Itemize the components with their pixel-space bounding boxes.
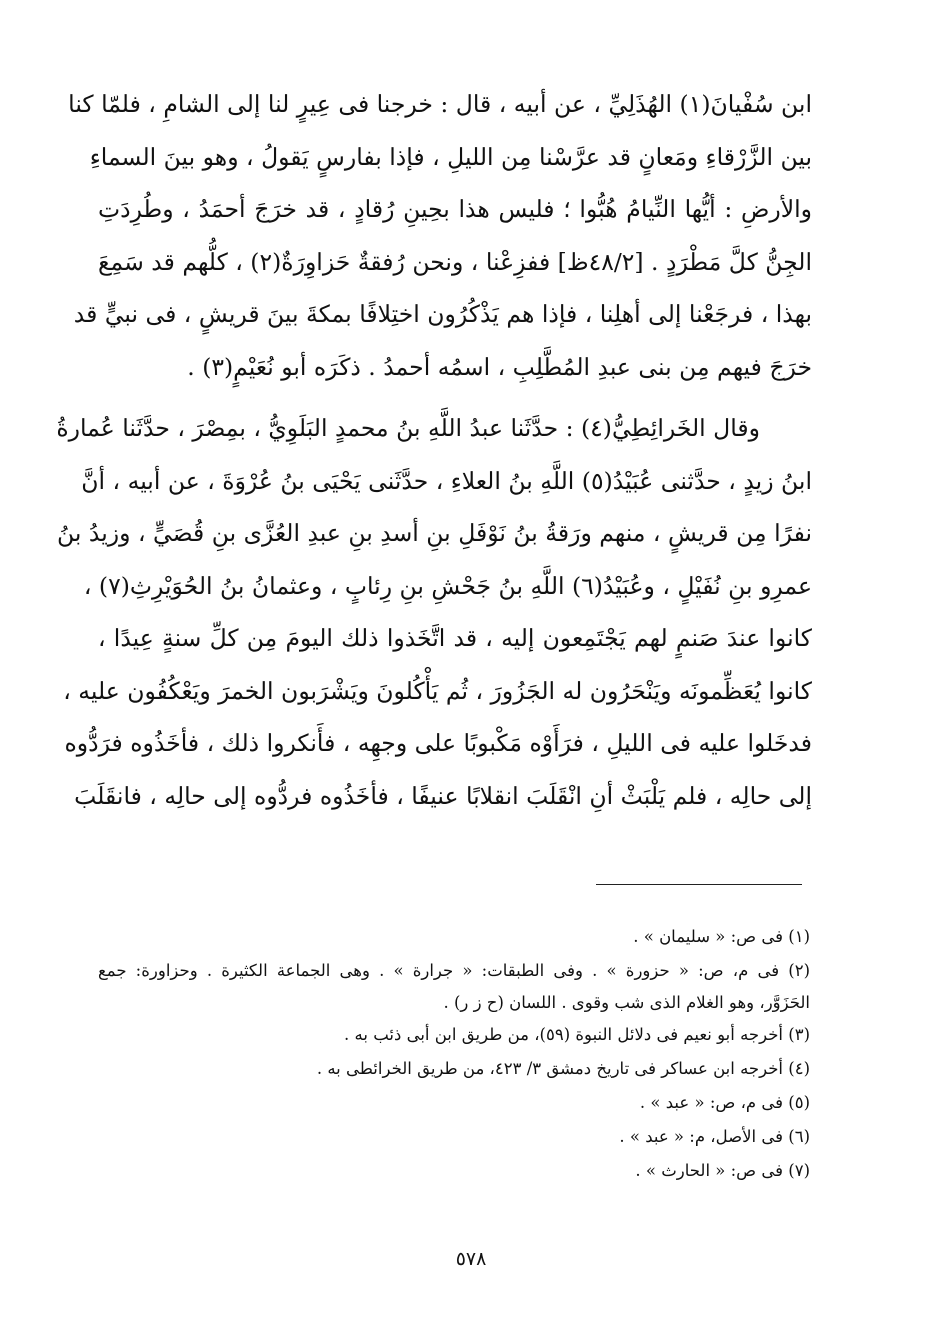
text-line: خرَجَ فيهم مِن بنى عبدِ المُطَّلِبِ ، اسمُه أحمدُ . ذكَرَه أبو نُعَيْمٍ(٣) . [187,352,812,381]
text-line: ابن سُفْيانَ(١) الهُذَلِيِّ ، عن أبيه ، قال : خرجنا فى عِيرٍ لنا إلى الشامِ ، فلمّا كنا [68,90,812,118]
text-line: والأرضِ : أيُّها النِّيامُ هُبُّوا ؛ فليس هذا بحِينِ رُقادٍ ، قد خرَجَ أحمَدُ ، وطُرِدَتِ [98,195,812,223]
page-number: ٥٧٨ [455,1248,487,1270]
footnote-2: (٢) فى م، ص: « حزورة » . وفى الطبقات: « جرارة » . وهى الجماعة الكثيرة . وحزاورة: جمع [98,961,810,980]
text-line: بهذا ، فرجَعْنا إلى أهلِنا ، فإذا هم يَذْكُرُون اختِلافًا بمكةَ بينَ قريشٍ ، فى نبيٍّ قد [73,300,812,328]
text-line: وقال الخَرائِطِيُّ(٤) : حدَّثَنا عبدُ اللَّهِ بنُ محمدٍ البَلَوِيُّ ، بمِصْرَ ، حدَّثَنا عُمارةُ [56,414,760,442]
footnote-7: (٧) فى ص: « الحارث » . [635,1161,810,1180]
main-text [56,78,812,822]
text-line: عمرِو بنِ نُفَيْلٍ ، وعُبَيْدُ(٦) اللَّهِ بنُ جَحْشِ بنِ رِئابٍ ، وعثمانُ بنُ الحُوَيْرِثِ(٧) ، [83,571,812,600]
text-line: فدخَلوا عليه فى الليلِ ، فرَأَوْه مَكْبوبًا على وجهِه ، فأَنكروا ذلك ، فأخَذُوه فرَدُّوه [64,729,812,757]
paragraph-gap [98,393,812,402]
footnote-6: (٦) فى الأصل، م: « عبد » . [619,1127,810,1146]
footnote-4: (٤) أخرجه ابن عساكر فى تاريخ دمشق ٣/ ٤٢٣، من طريق الخرائطى به . [316,1059,810,1078]
text-line: بين الزَّرْقاءِ ومَعانٍ قد عرَّسْنا مِن الليلِ ، فإذا بفارسٍ يَقولُ ، وهو بينَ السماءِ [89,142,812,171]
text-line: الجِنُّ كلَّ مَطْرَدٍ . [٤٨/٢ظ] ففزِعْنا ، ونحن رُفقةٌ حَزاوِرَةٌ(٢) ، كلُّهم قد سَمِعَ [98,247,812,276]
footnotes [98,920,810,1188]
text-line: كانوا عندَ صَنمٍ لهم يَجْتَمِعون إليه ، قد اتَّخَذوا ذلك اليومَ مِن كلِّ سنةٍ عِيدًا ، [98,624,812,652]
text-line: نفرًا مِن قريشٍ ، منهم ورَقةُ بنُ نَوْفَلِ بنِ أسدِ بنِ عبدِ العُزَّى بنِ قُصَيٍّ ، وزيدُ بنُ [57,519,812,547]
footnote-3: (٣) أخرجه أبو نعيم فى دلائل النبوة (٥٩)، من طريق ابن أبى ذئب به . [344,1025,810,1044]
footnote-2-continued: الحَزَوَّر، وهو الغلام الذى شب وقوى . اللسان (ح ز ر) . [443,993,810,1012]
text-line: إلى حالِه ، فلم يَلْبَثْ أنِ انْقَلَبَ انقلابًا عنيفًا ، فأخَذُوه فردُّوه إلى حالِه ، فانقَلَبَ [74,781,812,810]
text-line: ابنُ زيدٍ ، حدَّثنى عُبَيْدُ(٥) اللَّهِ بنُ العلاءِ ، حدَّثَنى يَحْيَى بنُ عُرْوَةَ ، عن أبيه ، أنَّ [81,466,812,495]
text-line: كانوا يُعَظِّمونَه ويَنْحَرُون له الجَزُورَ ، ثُم يَأْكُلونَ ويَشْرَبون الخمرَ ويَعْكُفُون عليه ، [63,676,812,705]
footnote-separator [596,884,802,885]
footnote-1: (١) فى ص: « سليمان » . [633,927,810,946]
footnote-5: (٥) فى م، ص: « عبد » . [639,1093,810,1112]
